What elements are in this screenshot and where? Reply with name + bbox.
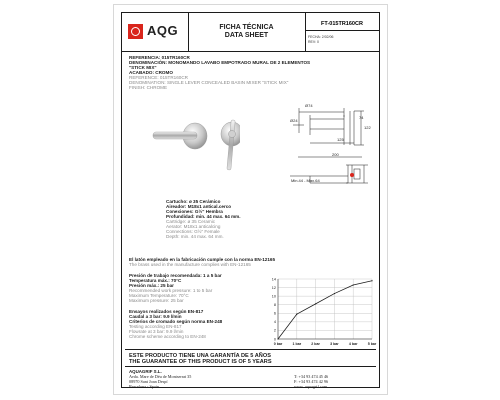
chart-y-tick-label: 10 xyxy=(271,294,276,299)
company-name: AQUAGRIF S.L. xyxy=(129,369,162,374)
test-line: Ensayos realizados según EN-817 xyxy=(129,309,204,314)
logo-cell xyxy=(122,13,189,51)
sheet-header xyxy=(122,13,379,52)
chart-point xyxy=(353,284,354,285)
phone-number: T: +34 93 474 45 46 xyxy=(294,374,329,379)
revision-label: REV: 0 xyxy=(308,40,319,44)
reference-en: REFERENCE: 015TR160CR xyxy=(129,75,188,80)
perf-line: Maximum Temperature: 70°C xyxy=(129,293,189,298)
test-line: Flowrate at 3 bar: 9.9 l/min xyxy=(129,329,184,334)
chart-x-tick-label: 2 bar xyxy=(311,342,320,346)
denomination-es: DENOMINACIÓN: MONOMANDO LAVABO EMPOTRADO MURAL DE 2 ELEMENTOS xyxy=(129,60,311,65)
chart-y-tick-label: 0 xyxy=(273,337,276,342)
dim-125: 125 xyxy=(337,137,344,142)
dim-122: 122 xyxy=(364,125,371,130)
component-connections-es: Conexiones: G½" Hembra xyxy=(166,209,223,214)
component-depth-en: Depth: min. 44 max. 64 mm. xyxy=(166,234,224,239)
chart-x-tick-label: 4 bar xyxy=(348,342,358,346)
test-line: Chrome scheme according to EN-248 xyxy=(129,334,206,339)
perf-line: Presión de trabajo recomendada: 1 a 5 bar xyxy=(129,273,222,278)
brand-name: AQG xyxy=(147,23,179,38)
brass-note-en: The brass used in the manufacture complies with EN-12165 xyxy=(129,262,251,267)
test-line: Testing according EN-817 xyxy=(129,324,182,329)
finish-es: ACABADO: CROMO xyxy=(129,70,173,75)
component-depth-es: Profundidad: min. 44 max. 64 mm. xyxy=(166,214,241,219)
address-line-3: Barcelona - Spain xyxy=(129,384,159,389)
title-cell xyxy=(188,13,306,51)
denomination-es-2: "STICK MIX" xyxy=(129,65,157,70)
finish-en: FINISH: CHROME xyxy=(129,85,168,90)
product-photo xyxy=(150,108,240,173)
dim-mounting-depth: Min.44 - Max.64 xyxy=(291,178,320,183)
title-es: FICHA TÉCNICA xyxy=(219,24,274,31)
perf-line: Temperatura máx.: 70°C xyxy=(129,278,182,283)
test-line: Caudal a 3 bar: 9.9 l/min xyxy=(129,314,182,319)
reference-es: REFERENCIA: 015TR160CR xyxy=(129,55,190,60)
chart-y-tick-label: 4 xyxy=(273,320,276,325)
dim-diameter-74: Ø74 xyxy=(305,103,313,108)
chart-x-tick-label: 5 bar xyxy=(367,342,377,346)
component-cartridge-en: Cartridge: ø 35 Ceramic xyxy=(166,219,216,224)
test-line: Criterios de cromado según norma EN-248 xyxy=(129,319,223,324)
dim-200: 200 xyxy=(332,152,339,157)
chart-y-tick-label: 14 xyxy=(271,277,276,282)
chart-point xyxy=(371,280,372,281)
data-sheet-page xyxy=(113,4,388,395)
component-aerator-es: Aireador: M18x1 antical.cerco xyxy=(166,204,232,209)
technical-drawing xyxy=(290,105,380,187)
sheet-frame xyxy=(121,12,380,388)
component-aerator-en: Aerator: M18x1 anticalcing xyxy=(166,224,221,229)
perf-line: Recommended work pressure: 1 to 5 bar xyxy=(129,288,213,293)
denomination-en: DENOMINATION: SINGLE LEVER CONCEALED BASIN MIXER "STICK MIX" xyxy=(129,80,289,85)
chart-y-tick-label: 8 xyxy=(273,303,276,308)
component-cartridge-es: Cartucho: ø 35 Cerámico xyxy=(166,199,221,204)
date-label: FECHA: 2/02/06 xyxy=(308,35,334,39)
website-link[interactable]: www. aquagrif.com xyxy=(294,384,328,389)
chart-y-tick-label: 6 xyxy=(273,311,276,316)
brand-logo-icon xyxy=(128,24,143,39)
chart-point xyxy=(277,338,278,339)
guarantee-en: THE GUARANTEE OF THIS PRODUCT IS OF 5 YEARS xyxy=(129,359,272,365)
perf-line: Maximum pressure: 25 bar xyxy=(129,298,184,303)
chart-point xyxy=(315,303,316,304)
chart-x-tick-label: 1 bar xyxy=(292,342,302,346)
guarantee-es: ESTE PRODUCTO TIENE UNA GARANTÍA DE 5 AÑOS xyxy=(129,353,271,359)
address-line-2: 08970 Sant Joan Despí xyxy=(129,379,168,384)
brass-note-es: El latón empleado en la fabricación cumple con la norma EN-12165 xyxy=(129,257,276,262)
code-cell xyxy=(305,13,379,51)
chart-x-tick-label: 0 bar xyxy=(273,342,283,346)
chart-y-tick-label: 2 xyxy=(273,328,276,333)
chart-point xyxy=(296,314,297,315)
chart-x-tick-label: 3 bar xyxy=(330,342,339,346)
dim-74: 74 xyxy=(359,115,364,120)
dim-diameter-24: Ø24 xyxy=(290,118,298,123)
fax-number: F: +34 93 474 42 96 xyxy=(294,379,329,384)
perf-line: Presión máx.: 25 bar xyxy=(129,283,174,288)
chart-point xyxy=(334,293,335,294)
guarantee-divider xyxy=(125,349,376,350)
chart-y-tick-label: 12 xyxy=(271,285,276,290)
component-connections-en: Connections: G½" Female xyxy=(166,229,220,234)
title-en: DATA SHEET xyxy=(224,32,269,39)
footer-divider xyxy=(125,366,376,367)
address-line-1: Avda. Mare de Déu de Montserrat 35 xyxy=(129,374,192,379)
product-code: FT-015TR160CR xyxy=(305,19,379,31)
flow-rate-chart xyxy=(268,275,378,349)
